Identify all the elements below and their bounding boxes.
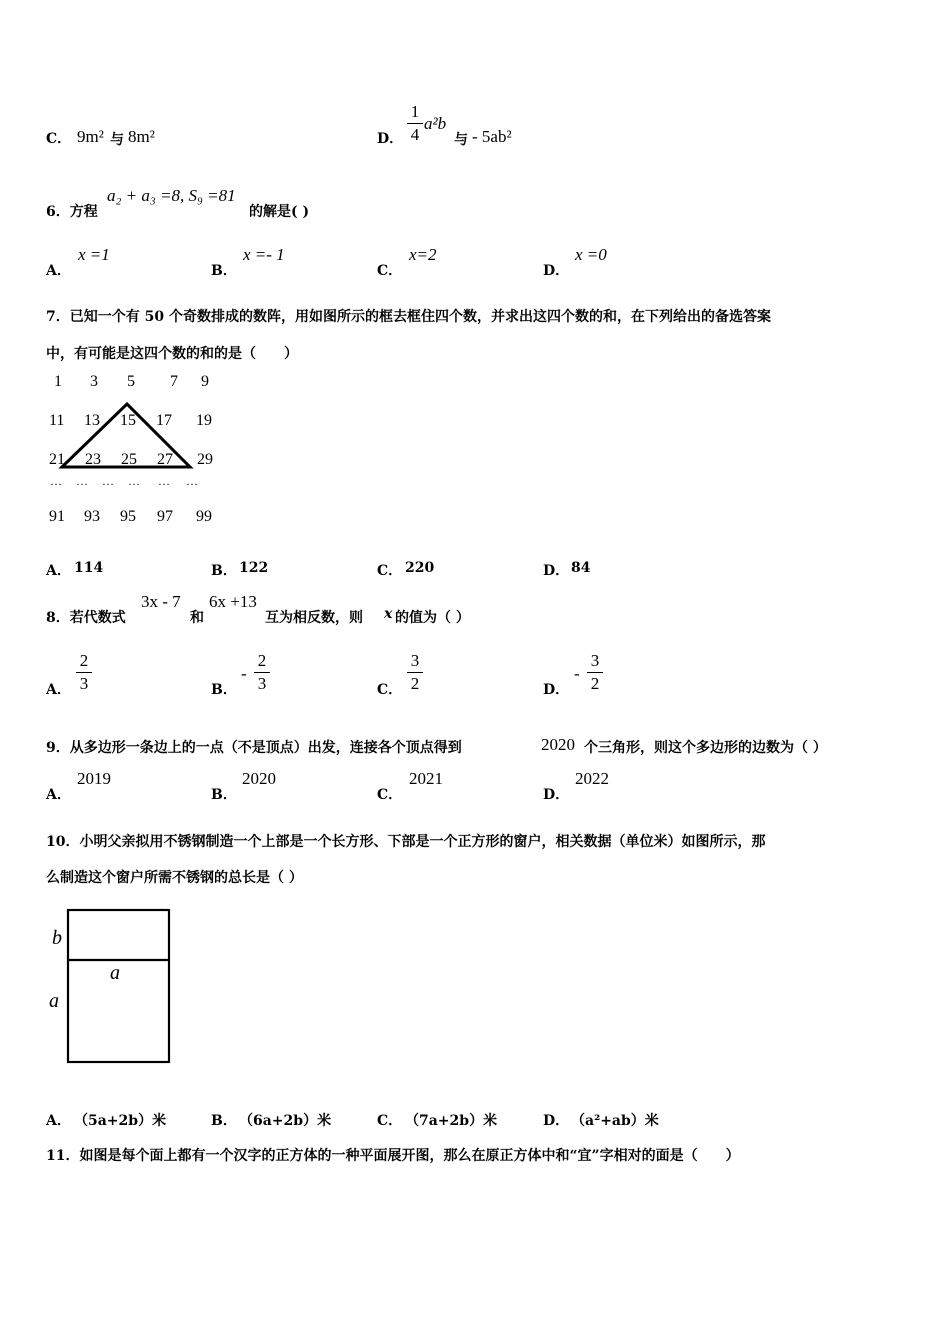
q7-option-b-label: B．: [211, 563, 237, 579]
q5-option-d-expr2: - 5ab²: [472, 127, 512, 146]
q7-option-d-value: 84: [571, 560, 591, 576]
grid-ellipsis: …: [76, 474, 88, 488]
q5-option-c-expr1: 9m²: [77, 127, 104, 146]
q6-suffix: 的解是( ): [249, 204, 310, 220]
grid-number: 11: [49, 412, 65, 429]
q6-prefix: 6．方程: [46, 204, 98, 220]
fraction-denominator: 2: [590, 674, 600, 693]
q6-option-b-label: B．: [211, 263, 237, 279]
q10-label-b: b: [52, 927, 62, 949]
q8-option-a-label: A．: [46, 682, 71, 698]
q6-option-a-value: x =1: [78, 245, 110, 264]
q10-option-b-value: （6a+2b）米: [239, 1113, 332, 1129]
q5-option-d-label: D．: [377, 131, 404, 147]
grid-number: 7: [170, 373, 178, 390]
grid-ellipsis: …: [50, 474, 62, 488]
grid-number: 23: [85, 451, 101, 468]
q9-suffix: 个三角形，则这个多边形的边数为（ ）: [584, 740, 827, 756]
q10-option-b-label: B．: [211, 1113, 237, 1129]
q8-option-b-sign: -: [241, 664, 247, 683]
q8-option-c-label: C．: [377, 682, 403, 698]
grid-number: 95: [120, 508, 136, 525]
q9-option-a-value: 2019: [77, 769, 111, 788]
q9-option-d-label: D．: [543, 787, 570, 803]
q9-option-d-value: 2022: [575, 769, 609, 788]
q8-option-d-sign: -: [574, 664, 580, 683]
q8-prefix: 8．若代数式: [46, 610, 126, 626]
q10-option-c-label: C．: [377, 1113, 403, 1129]
q10-option-a-value: （5a+2b）米: [74, 1113, 167, 1129]
q7-option-c-label: C．: [377, 563, 403, 579]
fraction-numerator: 3: [590, 651, 600, 670]
q10-option-d-value: （a²+ab）米: [571, 1113, 659, 1129]
grid-ellipsis: …: [102, 474, 114, 488]
fraction-bar: [254, 672, 270, 673]
q6-option-a-label: A．: [46, 263, 71, 279]
grid-number: 25: [121, 451, 137, 468]
q8-option-b-label: B．: [211, 682, 237, 698]
q5-option-c-expr2: 8m²: [128, 127, 155, 146]
fraction-denominator: 4: [410, 125, 420, 144]
q9-option-b-label: B．: [211, 787, 237, 803]
fraction-denominator: 3: [79, 674, 89, 693]
q5-option-d-expr1: a²b: [424, 114, 447, 133]
q9-option-a-label: A．: [46, 787, 71, 803]
fraction-numerator: 2: [257, 651, 267, 670]
grid-number: 3: [90, 373, 98, 390]
fraction-bar: [587, 672, 603, 673]
q10-label-a-inner: a: [110, 962, 120, 984]
q8-option-d-label: D．: [543, 682, 570, 698]
q8-option-b-fraction: [254, 651, 270, 694]
q10-label-a-side: a: [49, 990, 59, 1012]
q10-stem-line2: 么制造这个窗户所需不锈钢的总长是（ ）: [46, 870, 303, 886]
q9-number: 2020: [541, 735, 575, 754]
fraction-numerator: 2: [79, 651, 89, 670]
q9-option-b-value: 2020: [242, 769, 276, 788]
grid-number: 93: [84, 508, 100, 525]
q5-option-d-fraction: [407, 102, 423, 145]
fraction-numerator: 3: [410, 651, 420, 670]
fraction-bar: [407, 123, 423, 124]
grid-number: 19: [196, 412, 212, 429]
q10-option-c-value: （7a+2b）米: [405, 1113, 498, 1129]
q9-option-c-value: 2021: [409, 769, 443, 788]
grid-number: 13: [84, 412, 100, 429]
q6-option-d-value: x =0: [575, 245, 607, 264]
q8-mid: 和: [190, 610, 204, 626]
grid-number: 29: [197, 451, 213, 468]
q8-expr2: 6x +13: [209, 592, 257, 611]
grid-number: 21: [49, 451, 65, 468]
grid-number: 97: [157, 508, 173, 525]
q6-option-b-value: x =- 1: [243, 245, 285, 264]
q6-option-d-label: D．: [543, 263, 570, 279]
q9-option-c-label: C．: [377, 787, 403, 803]
grid-ellipsis: …: [186, 474, 198, 488]
q8-option-c-fraction: [407, 651, 423, 694]
q8-option-d-fraction: [587, 651, 603, 694]
q7-option-a-value: 114: [74, 560, 104, 576]
q5-option-c-label: C．: [46, 131, 72, 147]
q6-option-c-label: C．: [377, 263, 403, 279]
q7-stem-line1: 7．已知一个有 50 个奇数排成的数阵，用如图所示的框去框住四个数，并求出这四个数的和，在下列给出的备选答案: [46, 309, 771, 325]
q10-stem-line1: 10．小明父亲拟用不锈钢制造一个上部是一个长方形、下部是一个正方形的窗户，相关数据（单位米）如图所示，那: [46, 834, 766, 850]
q7-stem-line2: 中，有可能是这四个数的和的是（ ）: [46, 346, 298, 362]
q8-suffix-post: 的值为（ ）: [395, 610, 470, 626]
fraction-numerator: 1: [410, 102, 420, 121]
grid-number: 91: [49, 508, 65, 525]
fraction-denominator: 3: [257, 674, 267, 693]
grid-number: 99: [196, 508, 212, 525]
q7-option-a-label: A．: [46, 563, 71, 579]
q5-option-d-mid: 与: [454, 132, 468, 148]
grid-ellipsis: …: [128, 474, 140, 488]
grid-ellipsis: …: [158, 474, 170, 488]
q8-suffix-pre: 互为相反数，则: [265, 610, 363, 626]
window-outline: [68, 910, 169, 1062]
q9-prefix: 9．从多边形一条边上的一点（不是顶点）出发，连接各个顶点得到: [46, 740, 462, 756]
q6-option-c-value: x=2: [409, 245, 437, 264]
fraction-denominator: 2: [410, 674, 420, 693]
q10-option-d-label: D．: [543, 1113, 570, 1129]
grid-number: 5: [127, 373, 135, 390]
q7-option-b-value: 122: [239, 560, 269, 576]
q11-stem-line1: 11．如图是每个面上都有一个汉字的正方体的一种平面展开图，那么在原正方体中和“宜”字相对的面是（ ）: [46, 1148, 740, 1164]
grid-number: 27: [157, 451, 173, 468]
q6-equation: a₂ + a₃ =8, S₉ =81: [107, 186, 236, 205]
q7-option-d-label: D．: [543, 563, 570, 579]
grid-number: 17: [156, 412, 172, 429]
grid-number: 15: [120, 412, 136, 429]
q5-option-c-mid: 与: [110, 132, 124, 148]
q8-variable: x: [384, 606, 393, 622]
q8-expr1: 3x - 7: [141, 592, 181, 611]
q7-option-c-value: 220: [405, 560, 435, 576]
q10-window-figure: [0, 0, 200, 1080]
q10-option-a-label: A．: [46, 1113, 71, 1129]
grid-number: 9: [201, 373, 209, 390]
fraction-bar: [407, 672, 423, 673]
grid-number: 1: [54, 373, 62, 390]
